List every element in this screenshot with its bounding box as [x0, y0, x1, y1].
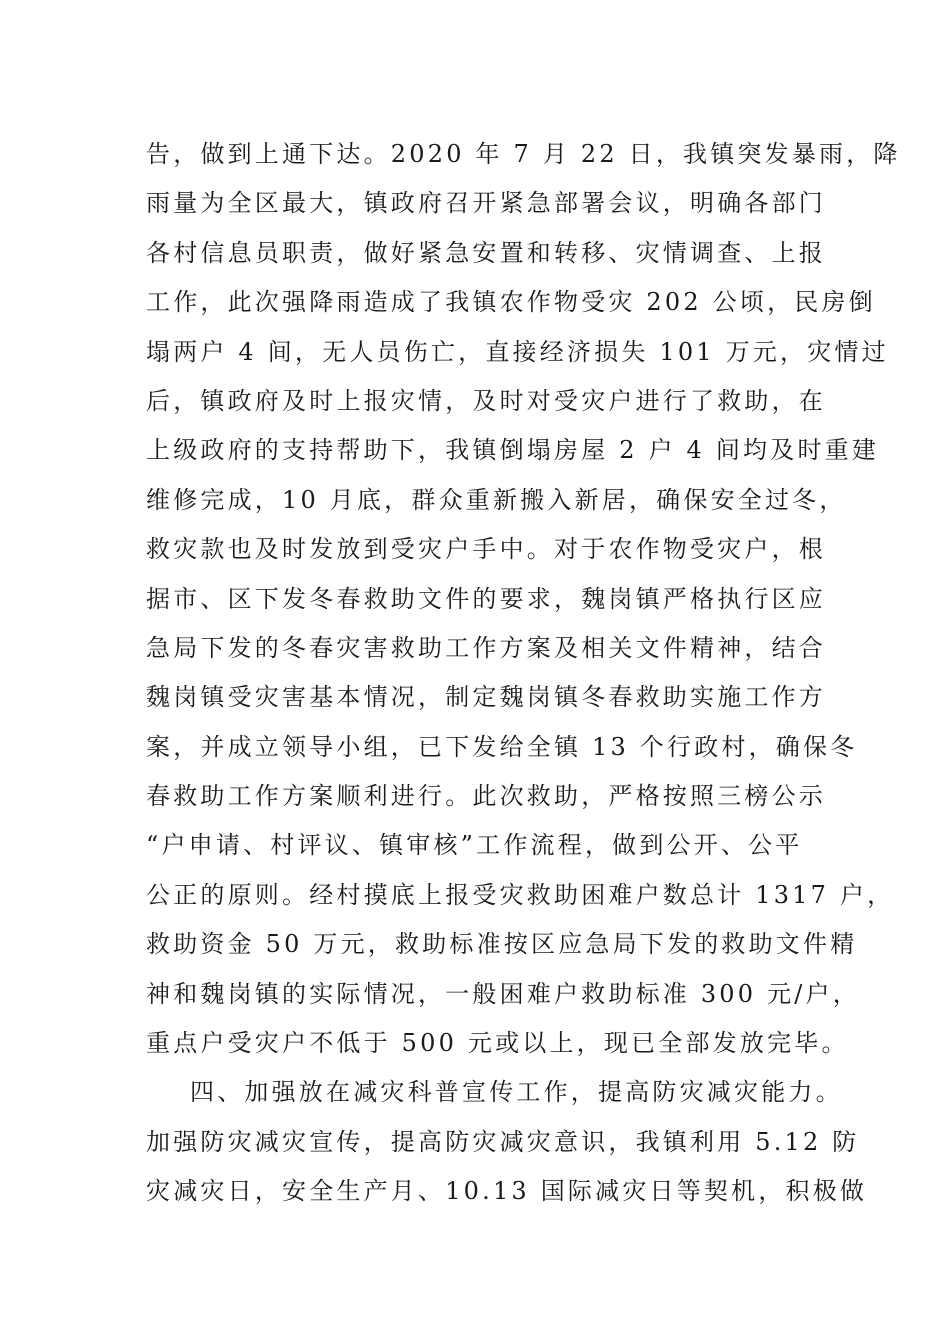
text-line: 雨量为全区最大，镇政府召开紧急部署会议，明确各部门 [146, 189, 826, 218]
body-text [146, 130, 901, 1217]
text-line: 灾减灾日，安全生产月、10.13 国际减灾日等契机，积极做 [146, 1177, 868, 1206]
text-line: 告，做到上通下达。2020 年 7 月 22 日，我镇突发暴雨，降 [146, 140, 901, 168]
text-line: 维修完成，10 月底，群众重新搬入新居，确保安全过冬， [146, 485, 847, 514]
text-line: 救灾款也及时发放到受灾户手中。对于农作物受灾户，根 [146, 535, 826, 564]
text-line: 救助资金 50 万元，救助标准按区应急局下发的救助文件精 [146, 930, 858, 959]
text-line: 神和魏岗镇的实际情况，一般困难户救助标准 300 元/户， [146, 979, 860, 1008]
section-heading-4: 四、加强放在减灾科普宣传工作，提高防灾减灾能力。 [190, 1078, 843, 1107]
text-line: 工作，此次强降雨造成了我镇农作物受灾 202 公顷，民房倒 [146, 288, 876, 317]
text-line: 魏岗镇受灾害基本情况，制定魏岗镇冬春救助实施工作方 [146, 683, 826, 712]
text-line: 上级政府的支持帮助下，我镇倒塌房屋 2 户 4 间均及时重建 [146, 436, 880, 465]
text-line: 急局下发的冬春灾害救助工作方案及相关文件精神，结合 [146, 633, 826, 662]
text-line: 加强防灾减灾宣传，提高防灾减灾意识，我镇利用 5.12 防 [146, 1127, 860, 1156]
text-line: 后，镇政府及时上报灾情，及时对受灾户进行了救助，在 [146, 386, 826, 415]
text-line: 重点户受灾户不低于 500 元或以上，现已全部发放完毕。 [146, 1029, 849, 1058]
text-line: 春救助工作方案顺利进行。此次救助，严格按照三榜公示 [146, 782, 826, 811]
text-line: 据市、区下发冬春救助文件的要求，魏岗镇严格执行区应 [146, 584, 826, 613]
text-line: 各村信息员职责，做好紧急安置和转移、灾情调查、上报 [146, 238, 826, 267]
text-line: 公正的原则。经村摸底上报受灾救助困难户数总计 1317 户， [146, 880, 895, 909]
text-line: 案，并成立领导小组，已下发给全镇 13 个行政村，确保冬 [146, 732, 858, 761]
text-line: 塌两户 4 间，无人员伤亡，直接经济损失 101 万元，灾情过 [146, 337, 889, 366]
text-line: “户申请、村评议、镇审核”工作流程，做到公开、公平 [146, 831, 803, 860]
